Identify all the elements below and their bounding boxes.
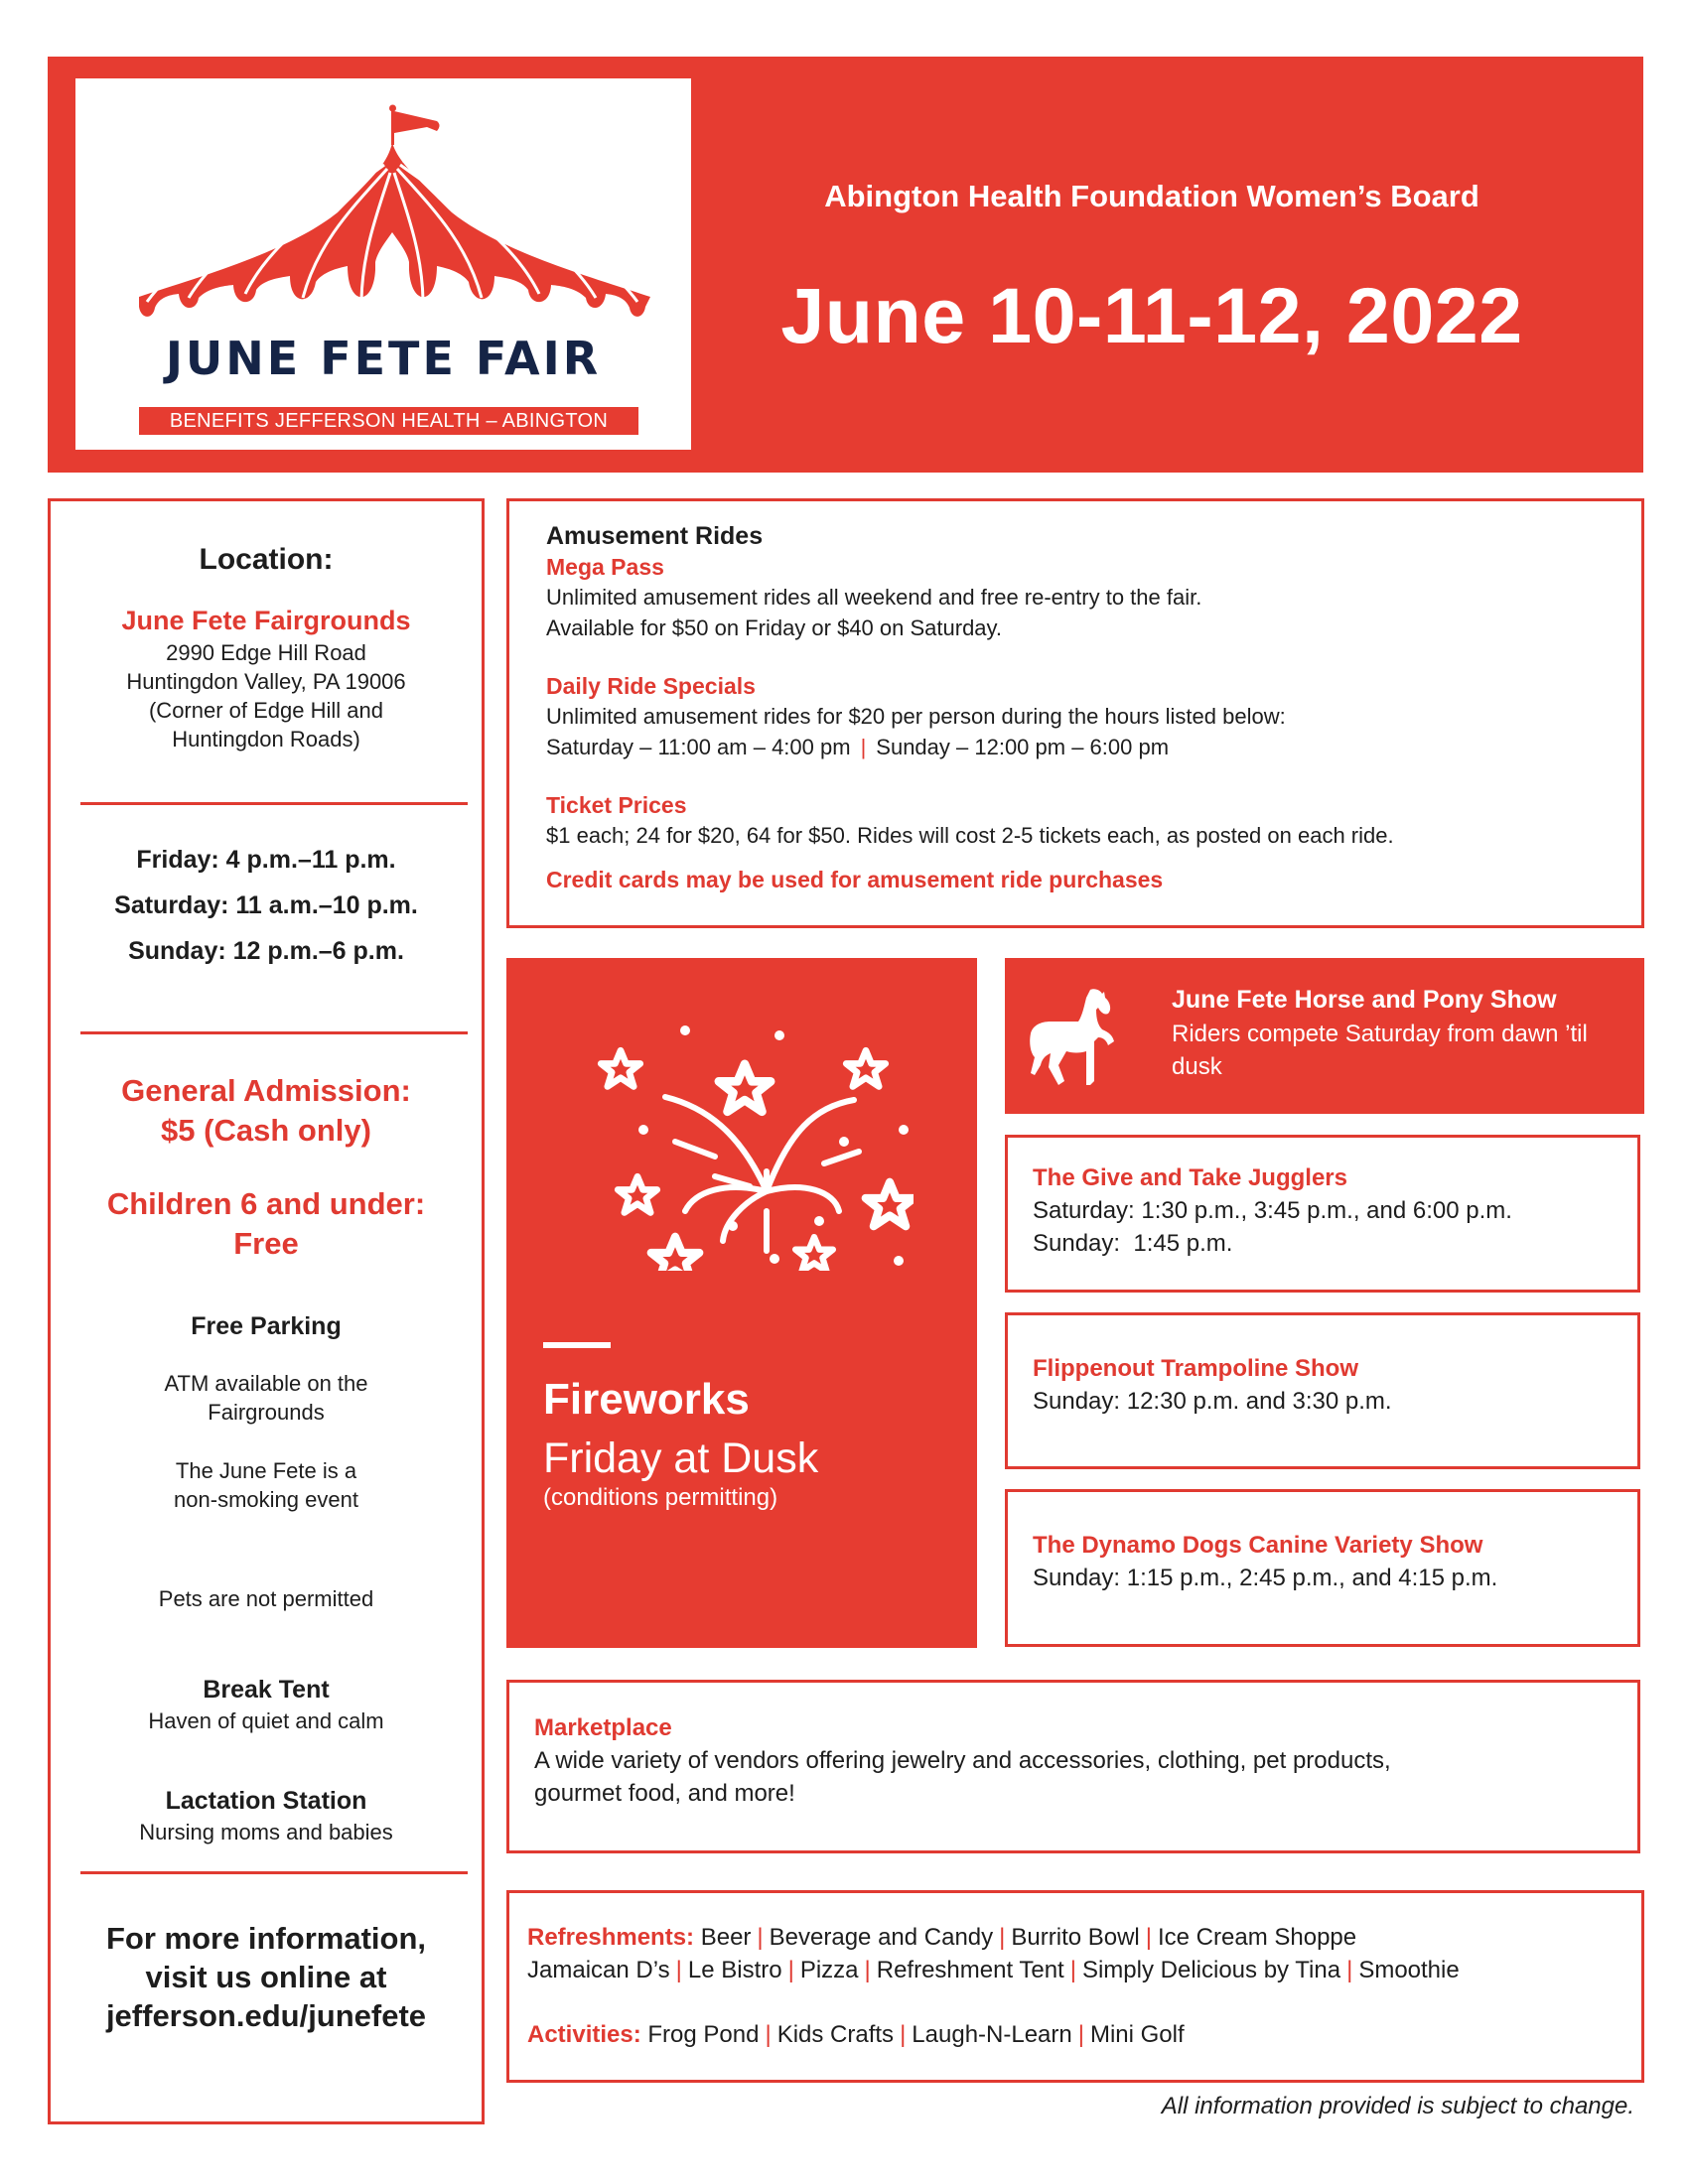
more-info-line-1: For more information, (105, 1921, 427, 1956)
divider (80, 1871, 468, 1874)
separator: | (999, 1924, 1006, 1951)
refreshment-item: Pizza (799, 1957, 859, 1983)
refreshment-item: Smoothie (1358, 1957, 1460, 1983)
show-card-trampoline (1005, 1312, 1640, 1469)
refreshment-item: Refreshment Tent (876, 1957, 1064, 1983)
show-title: The Dynamo Dogs Canine Variety Show (1033, 1532, 1483, 1559)
free-parking: Free Parking (191, 1312, 342, 1340)
ticket-prices-title: Ticket Prices (546, 792, 687, 818)
show-time: Sunday: 12:30 p.m. and 3:30 p.m. (1033, 1388, 1392, 1415)
fireworks-icon (576, 1023, 914, 1271)
website-link[interactable]: jefferson.edu/junefete (105, 1998, 427, 2033)
address-line-4: Huntingdon Roads) (172, 727, 360, 751)
address-line-2: Huntingdon Valley, PA 19006 (126, 669, 406, 694)
pets-policy: Pets are not permitted (158, 1586, 374, 1611)
separator: | (1145, 1924, 1152, 1951)
lactation-desc: Nursing moms and babies (139, 1820, 393, 1844)
general-admission-price: $5 (Cash only) (161, 1113, 371, 1148)
marketplace-line-2: gourmet food, and more! (534, 1780, 795, 1807)
atm-line-2: Fairgrounds (208, 1400, 325, 1425)
refreshment-item: Ice Cream Shoppe (1158, 1924, 1357, 1951)
benefits-tagline: BENEFITS JEFFERSON HEALTH – ABINGTON (139, 407, 638, 435)
separator: | (757, 1924, 764, 1951)
separator: | (787, 1957, 794, 1983)
horse-show-title: June Fete Horse and Pony Show (1172, 986, 1557, 1014)
hours-friday: Friday: 4 p.m.–11 p.m. (136, 846, 396, 874)
activity-item: Mini Golf (1089, 2021, 1185, 2048)
general-admission-label: General Admission: (121, 1073, 411, 1108)
show-time: Sunday: 1:15 p.m., 2:45 p.m., and 4:15 p.m. (1033, 1565, 1498, 1591)
show-card-jugglers (1005, 1135, 1640, 1293)
refreshment-item: Burrito Bowl (1011, 1924, 1140, 1951)
children-admission-label: Children 6 and under: (106, 1186, 426, 1221)
activity-item: Laugh-N-Learn (912, 2021, 1072, 2048)
separator: | (864, 1957, 871, 1983)
children-admission-price: Free (233, 1226, 299, 1261)
separator: | (1069, 1957, 1076, 1983)
fireworks-time: Friday at Dusk (543, 1434, 819, 1482)
amusement-rides-panel (506, 498, 1644, 928)
lactation-title: Lactation Station (165, 1787, 367, 1815)
show-time: Sunday: 1:45 p.m. (1033, 1230, 1233, 1257)
separator: | (765, 2021, 772, 2048)
info-sidebar (48, 498, 485, 2124)
fireworks-note: (conditions permitting) (543, 1484, 778, 1511)
marketplace-panel (506, 1680, 1640, 1853)
logo-title: JUNE FETE FAIR (165, 332, 602, 385)
sunday-special-hours: Sunday – 12:00 pm – 6:00 pm (876, 735, 1170, 759)
refreshment-item: Beer (700, 1924, 752, 1951)
divider (80, 802, 468, 805)
hours-sunday: Sunday: 12 p.m.–6 p.m. (128, 937, 404, 965)
marketplace-line-1: A wide variety of vendors offering jewelry and accessories, clothing, pet products, (534, 1747, 1391, 1774)
activities-label: Activities: (527, 2021, 641, 2048)
mega-pass-line-2: Available for $50 on Friday or $40 on Saturday. (546, 615, 1003, 640)
separator: | (900, 2021, 907, 2048)
location-heading: Location: (199, 543, 334, 576)
daily-specials-title: Daily Ride Specials (546, 673, 756, 699)
refreshment-item: Beverage and Candy (769, 1924, 994, 1951)
more-info-line-2: visit us online at (145, 1960, 387, 1994)
smoking-line-2: non-smoking event (174, 1487, 358, 1512)
divider (80, 1031, 468, 1034)
refreshments-activities-panel (506, 1890, 1644, 2083)
address-line-3: (Corner of Edge Hill and (148, 698, 383, 723)
disclaimer: All information provided is subject to change. (1161, 2093, 1634, 2119)
break-tent-desc: Haven of quiet and calm (148, 1708, 384, 1733)
activity-item: Kids Crafts (776, 2021, 895, 2048)
accent-dash (543, 1342, 611, 1348)
atm-line-1: ATM available on the (164, 1371, 368, 1396)
separator: | (675, 1957, 682, 1983)
show-card-dogs (1005, 1489, 1640, 1647)
saturday-special-hours: Saturday – 11:00 am – 4:00 pm (546, 735, 851, 759)
refreshment-item: Simply Delicious by Tina (1081, 1957, 1341, 1983)
horse-show-desc: Riders compete Saturday from dawn ’til dusk (1172, 1021, 1588, 1080)
mega-pass-title: Mega Pass (546, 554, 664, 580)
separator: | (1077, 2021, 1084, 2048)
event-dates: June 10-11-12, 2022 (780, 271, 1523, 359)
address-line-1: 2990 Edge Hill Road (166, 640, 366, 665)
refreshment-item: Jamaican D’s (527, 1957, 670, 1983)
organization-name: Abington Health Foundation Women’s Board (824, 179, 1479, 213)
venue-name: June Fete Fairgrounds (121, 606, 411, 635)
show-title: The Give and Take Jugglers (1033, 1164, 1347, 1191)
break-tent-title: Break Tent (203, 1676, 330, 1704)
marketplace-title: Marketplace (534, 1714, 672, 1741)
smoking-line-1: The June Fete is a (175, 1458, 357, 1483)
circus-tent-icon (139, 103, 650, 320)
refreshment-item: Le Bistro (687, 1957, 782, 1983)
show-time: Saturday: 1:30 p.m., 3:45 p.m., and 6:00 p.m. (1033, 1197, 1512, 1224)
hours-saturday: Saturday: 11 a.m.–10 p.m. (114, 891, 418, 919)
fireworks-title: Fireworks (543, 1375, 750, 1424)
horse-show-panel (1005, 958, 1644, 1114)
separator: | (1346, 1957, 1353, 1983)
activity-item: Frog Pond (647, 2021, 760, 2048)
rides-title: Amusement Rides (546, 522, 764, 550)
ticket-prices-desc: $1 each; 24 for $20, 64 for $50. Rides will cost 2-5 tickets each, as posted on each ride. (546, 823, 1394, 848)
horse-icon (1029, 986, 1118, 1093)
mega-pass-line-1: Unlimited amusement rides all weekend and free re-entry to the fair. (546, 585, 1202, 610)
daily-specials-desc: Unlimited amusement rides for $20 per person during the hours listed below: (546, 704, 1286, 729)
separator: | (860, 735, 867, 759)
credit-card-note: Credit cards may be used for amusement ride purchases (546, 867, 1164, 892)
daily-specials-hours (546, 732, 1621, 762)
show-title: Flippenout Trampoline Show (1033, 1355, 1358, 1382)
refreshments-label: Refreshments: (527, 1924, 695, 1951)
fireworks-panel (506, 958, 977, 1648)
